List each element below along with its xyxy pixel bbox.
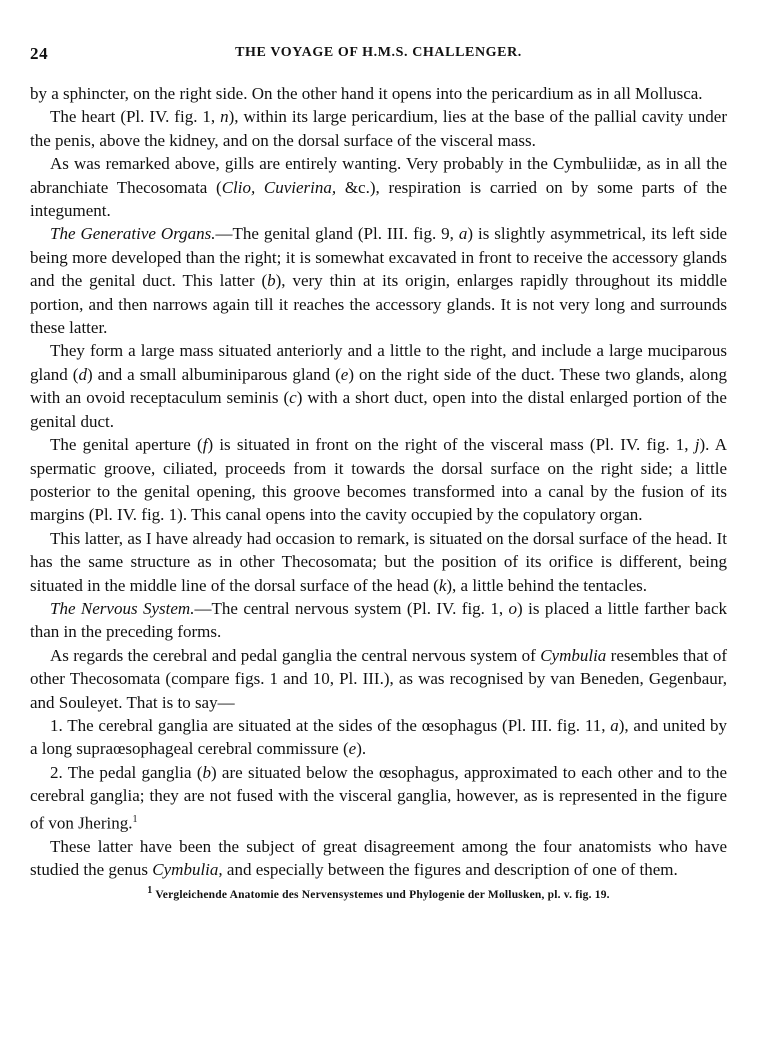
text-run: ), and united by a long supraœsophageal cerebral commissure ( xyxy=(30,715,727,759)
italic-text: b xyxy=(267,271,276,291)
text-run: ), within its large pericardium, lies at the base of the pallial cavity under the penis, above the kidney, and on the dorsal surface of the visceral mass. xyxy=(30,107,727,150)
paragraph-5 xyxy=(30,339,727,433)
italic-text: Clio, Cuvierina, xyxy=(221,177,337,197)
body-text xyxy=(30,82,727,881)
text-run: ). A spermatic groove, ciliated, proceeds from it towards the dorsal surface on the right side; a little posterior to the genital opening, this groove becomes transformed into a canal by the fusion of its margins (Pl. IV. fig. 1). This canal opens into the cavity occupied by the copulatory organ. xyxy=(30,435,727,525)
text-run: —The genital gland (Pl. III. fig. 9, xyxy=(215,224,459,244)
text-run: 1. The cerebral ganglia are situated at the sides of the œsophagus (Pl. III. fig. 11, xyxy=(50,715,611,735)
text-run: ) is situated in front on the right of the visceral mass (Pl. IV. fig. 1, xyxy=(207,435,695,455)
italic-text: d xyxy=(78,364,87,384)
text-run: ). xyxy=(356,739,367,759)
paragraph-3 xyxy=(30,152,727,222)
paragraph-7 xyxy=(30,527,727,597)
text-run: ) on the right side of the duct. These two glands, along with an ovoid receptaculum seminis ( xyxy=(30,364,728,408)
italic-text: e xyxy=(340,364,349,384)
running-title: THE VOYAGE OF H.M.S. CHALLENGER. xyxy=(235,45,522,60)
italic-text: j xyxy=(694,435,700,455)
paragraph-12 xyxy=(30,835,727,882)
text-run: resembles that of other Thecosomata (compare figs. 1 and 10, Pl. III.), as was recognised by van Beneden, Gegenbaur, and Souleyet. That is to say— xyxy=(30,645,727,712)
italic-text: e xyxy=(348,739,357,759)
text-run: This latter, as I have already had occasion to remark, is situated on the dorsal surface of the head. It has the same structure as in other Thecosomata; but the position of its orifice is different, being situated in the middle line of the dorsal surface of the head ( xyxy=(30,528,727,595)
text-run: by a sphincter, on the right side. On the other hand it opens into the pericardium as in all Mollusca. xyxy=(30,84,703,103)
text-run: ) with a short duct, open into the distal enlarged portion of the genital duct. xyxy=(30,388,727,431)
text-run: ), a little behind the tentacles. xyxy=(446,575,647,595)
italic-text: c xyxy=(289,388,297,408)
text-run: The genital aperture ( xyxy=(50,435,203,455)
text-run: As was remarked above, gills are entirely wanting. Very probably in the Cymbuliidæ, as in all the abranchiate Thecosomata ( xyxy=(30,154,727,197)
text-run: &c.), respiration is carried on by some parts of the integument. xyxy=(30,177,727,221)
paragraph-2 xyxy=(30,105,727,152)
italic-text: The Generative Organs. xyxy=(50,224,216,244)
italic-text: b xyxy=(202,762,211,782)
footnote xyxy=(30,885,727,901)
footnote-marker: 1 xyxy=(147,885,153,897)
italic-text: Cymbulia, xyxy=(152,860,223,880)
text-run: and especially between the figures and description of one of them. xyxy=(222,860,678,880)
paragraph-11 xyxy=(30,761,727,835)
text-run: ) is slightly asymmetrical, its left side being more developed than the right; it is somewhat excavated in front to receive the accessory glands and the genital duct. This latter ( xyxy=(30,224,727,291)
footnote-reference: 1 xyxy=(132,813,138,825)
paragraph-1 xyxy=(30,82,727,105)
text-run: ) and a small albuminiparous gland ( xyxy=(86,364,341,384)
paragraph-nervous-system xyxy=(30,597,727,644)
italic-text: f xyxy=(202,435,208,455)
footnote-text: Vergleichende Anatomie des Nervensystemes und Phylogenie der Mollusken, pl. v. fig. 19. xyxy=(155,889,610,902)
italic-text: o xyxy=(508,598,518,618)
text-run: ) is placed a little farther back than in the preceding forms. xyxy=(30,598,727,642)
paragraph-10 xyxy=(30,714,727,761)
text-run: The heart (Pl. IV. fig. 1, xyxy=(50,107,221,127)
italic-text: n xyxy=(220,107,229,127)
text-run: They form a large mass situated anteriorly and a little to the right, and include a large muciparous gland ( xyxy=(30,341,727,384)
italic-text: The Nervous System. xyxy=(50,598,195,618)
italic-text: k xyxy=(438,575,447,595)
text-run: As regards the cerebral and pedal ganglia the central nervous system of xyxy=(50,645,541,665)
page xyxy=(30,44,727,901)
running-header xyxy=(30,44,727,66)
italic-text: Cymbulia xyxy=(540,645,607,665)
text-run: These latter have been the subject of great disagreement among the four anatomists who have studied the genus xyxy=(30,836,727,880)
text-run: ) are situated below the œsophagus, approximated to each other and to the cerebral ganglia; they are not fused with the visceral ganglia, however, as is represented in the figure of von Jhering. xyxy=(30,762,728,833)
italic-text: a xyxy=(610,715,619,735)
italic-text: a xyxy=(458,224,468,244)
paragraph-generative-organs xyxy=(30,222,727,339)
paragraph-9 xyxy=(30,644,727,714)
text-run: 2. The pedal ganglia ( xyxy=(50,762,203,782)
text-run: ), very thin at its origin, enlarges rapidly throughout its middle portion, and then narrows again till it reaches the accessory glands. It is not very long and surrounds these latter. xyxy=(30,271,727,338)
paragraph-6 xyxy=(30,433,727,527)
text-run: —The central nervous system (Pl. IV. fig. 1, xyxy=(194,598,509,618)
page-number: 24 xyxy=(30,44,49,63)
